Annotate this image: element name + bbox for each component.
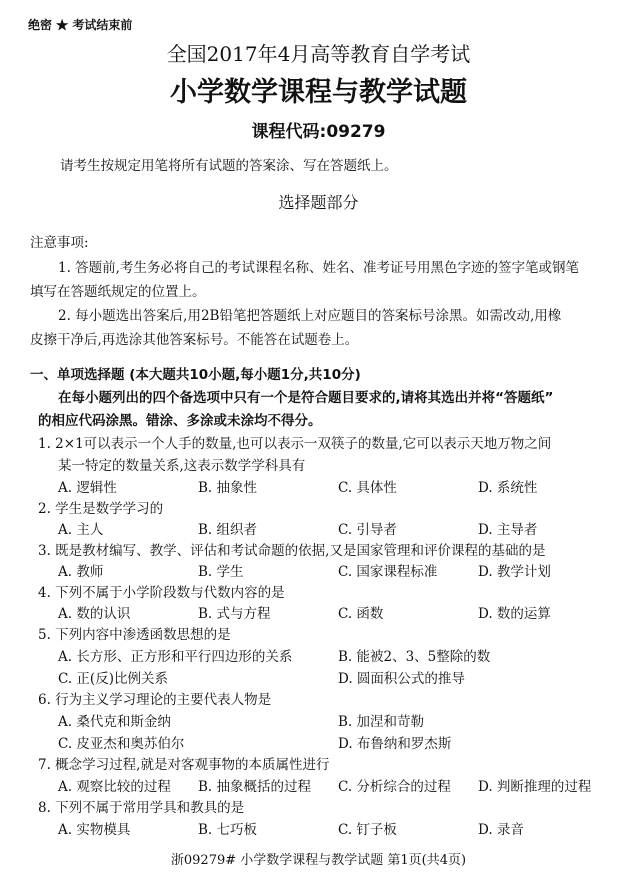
option-d: D. 录音 (478, 822, 524, 838)
subject-title: 小学数学课程与教学试题 (170, 77, 467, 108)
question-stem: 某一特定的数量关系,这表示数学学科具有 (58, 458, 306, 474)
option-d: D. 判断推理的过程 (478, 779, 592, 795)
option-a: A. 教师 (58, 564, 104, 580)
note-line: 填写在答题纸规定的位置上。 (30, 284, 206, 300)
option-b: B. 加涅和苛勒 (338, 714, 425, 730)
option-c: C. 皮亚杰和奥苏伯尔 (58, 736, 185, 752)
question-stem: 6. 行为主义学习理论的主要代表人物是 (38, 692, 272, 708)
question-stem: 4. 下列不属于小学阶段数与代数内容的是 (38, 585, 285, 601)
question-stem: 2. 学生是数学学习的 (38, 501, 164, 517)
question-stem: 8. 下列不属于常用学具和教具的是 (38, 800, 245, 816)
option-d: D. 数的运算 (478, 606, 551, 622)
option-d: D. 圆面积公式的推导 (338, 671, 465, 687)
option-b: B. 学生 (198, 564, 244, 580)
option-a: A. 主人 (58, 522, 104, 538)
secret-mark: 绝密 ★ 考试结束前 (28, 18, 133, 32)
note-line: 1. 答题前,考生务必将自己的考试课程名称、姓名、准考证号用黑色字迹的签字笔或钢笔 (58, 260, 579, 276)
general-instruction: 请考生按规定用笔将所有试题的答案涂、写在答题纸上。 (60, 158, 398, 174)
option-c: C. 正(反)比例关系 (58, 671, 168, 687)
option-b: B. 组织者 (198, 522, 258, 538)
section-title: 选择题部分 (278, 193, 359, 212)
part-heading: 一、单项选择题 (本大题共10小题,每小题1分,共10分) (30, 367, 361, 383)
option-a: A. 观察比较的过程 (58, 779, 171, 795)
option-b: B. 七巧板 (198, 822, 258, 838)
option-a: A. 长方形、正方形和平行四边形的关系 (58, 649, 293, 665)
option-c: C. 函数 (338, 606, 384, 622)
part-instruction: 的相应代码涂黑。错涂、多涂或未涂均不得分。 (38, 413, 322, 429)
option-c: C. 分析综合的过程 (338, 779, 451, 795)
option-b: B. 抽象概括的过程 (198, 779, 312, 795)
exam-title: 全国2017年4月高等教育自学考试 (166, 42, 471, 66)
option-d: D. 教学计划 (478, 564, 551, 580)
notes-heading: 注意事项: (30, 235, 89, 251)
option-c: C. 国家课程标准 (338, 564, 438, 580)
option-d: D. 布鲁纳和罗杰斯 (338, 736, 452, 752)
option-d: D. 系统性 (478, 480, 538, 496)
note-line: 2. 每小题选出答案后,用2B铅笔把答题纸上对应题目的答案标号涂黑。如需改动,用橡 (58, 308, 562, 324)
question-stem: 1. 2×1可以表示一个人手的数量,也可以表示一双筷子的数量,它可以表示天地万物之间 (38, 436, 552, 452)
option-d: D. 主导者 (478, 522, 538, 538)
option-b: B. 抽象性 (198, 480, 258, 496)
course-code: 课程代码:09279 (251, 122, 386, 142)
option-a: A. 数的认识 (58, 606, 131, 622)
option-b: B. 能被2、3、5整除的数 (338, 649, 491, 665)
question-stem: 7. 概念学习过程,就是对客观事物的本质属性进行 (38, 757, 330, 773)
page-footer: 浙09279# 小学数学课程与教学试题 第1页(共4页) (170, 853, 467, 868)
option-b: B. 式与方程 (198, 606, 271, 622)
part-instruction: 在每小题列出的四个备选项中只有一个是符合题目要求的,请将其选出并将“答题纸” (58, 390, 554, 406)
question-stem: 3. 既是教材编写、教学、评估和考试命题的依据,又是国家管理和评价课程的基础的是 (38, 543, 546, 559)
question-stem: 5. 下列内容中渗透函数思想的是 (38, 627, 231, 643)
option-a: A. 逻辑性 (58, 480, 117, 496)
option-c: C. 具体性 (338, 480, 397, 496)
option-c: C. 钉子板 (338, 822, 397, 838)
option-c: C. 引导者 (338, 522, 397, 538)
option-a: A. 桑代克和斯金纳 (58, 714, 171, 730)
option-a: A. 实物模具 (58, 822, 131, 838)
note-line: 皮擦干净后,再选涂其他答案标号。不能答在试题卷上。 (30, 332, 359, 348)
